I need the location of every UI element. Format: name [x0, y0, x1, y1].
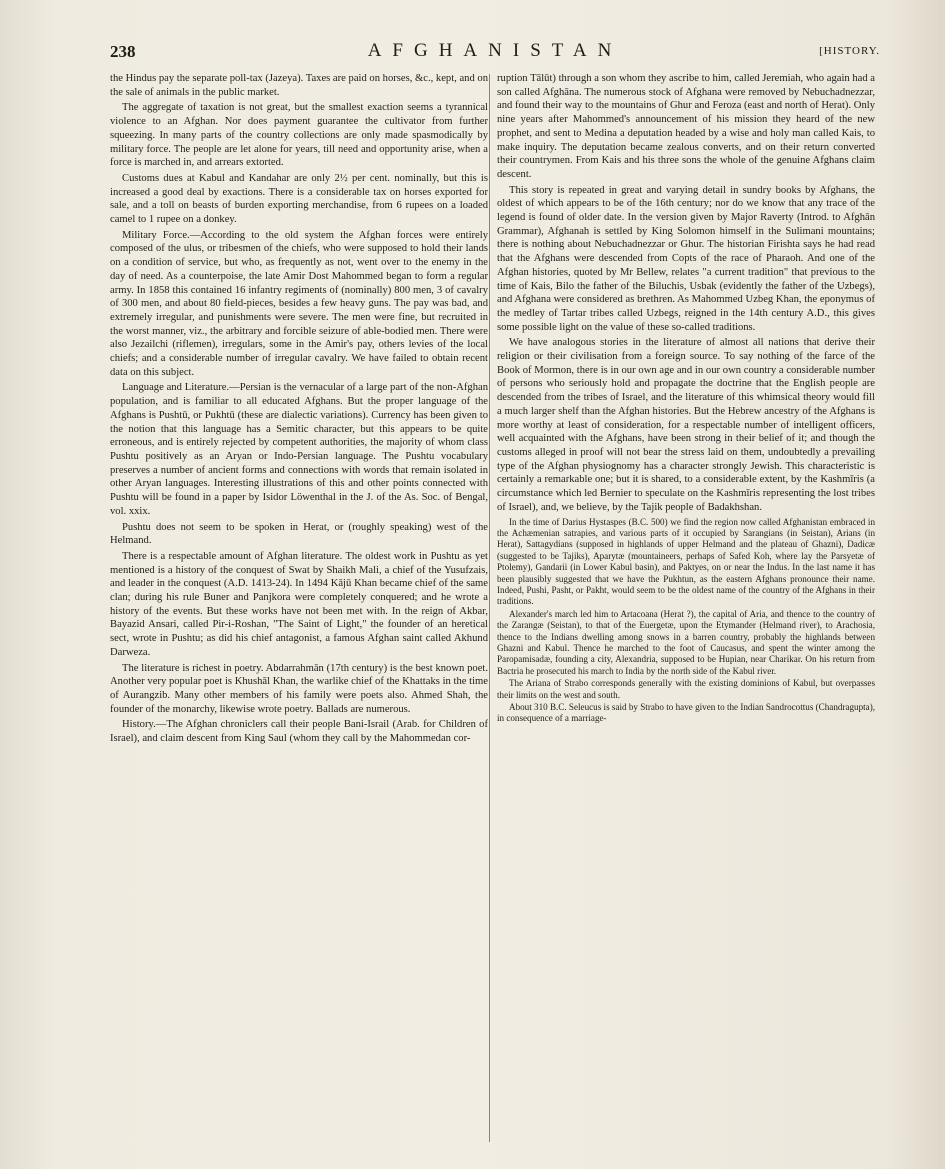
- column-divider: [489, 74, 490, 1142]
- right-column: [497, 72, 875, 726]
- paragraph: Pushtu does not seem to be spoken in Herat, or (roughly speaking) west of the Helmand.: [110, 521, 488, 547]
- paragraph: Military Force.—According to the old system the Afghan forces were entirely composed of the ulus, or tribesmen of the chiefs, who were supposed to hold their lands on a condition of service, but who, as frequently as not, went over to the enemy in the day of need. As a counterpoise, the late Amir Dost Mahommed began to form a regular army. In 1858 this contained 16 infantry regiments of (nominally) 800 men, 3 of cavalry of 300 men, and about 80 field-pieces, besides a few heavy guns. The pay was bad, and extremely irregular, and punishments were severe. The men were fine, but recruited in the worst manner, viz., the arbitrary and forcible seizure of able-bodied men. There were also Jezailchi (riflemen), irregulars, some in the Amir's pay, others levies of the local chiefs; and a considerable number of irregular cavalry. We have failed to obtain recent data on this subject.: [110, 229, 488, 378]
- paragraph: History.—The Afghan chroniclers call their people Bani-Israil (Arab. for Children of Israel), and claim descent from King Saul (whom they call by the Mahommedan cor-: [110, 719, 488, 745]
- small-print-section: [497, 517, 875, 725]
- paragraph: The literature is richest in poetry. Abdarrahmān (17th century) is the best known poet. Another very popular poet is Khushāl Khan, the warlike chief of the Khattaks in the time of Aurangzib. Many other members of his family were poets also. Ahmed Shah, the founder of the monarchy, likewise wrote poetry. Ballads are numerous.: [110, 662, 488, 715]
- paragraph: ruption Tālūt) through a son whom they ascribe to him, called Jeremiah, who again had a son called Afghāna. The numerous stock of Afghana were removed by Nebuchadnezzar, and found their way to the mountains of Ghur and Feroza (east and north of Herat). Only nine years after Mahommed's announcement of his mission they heard of the new prophet, and sent to Medina a deputation headed by a wise and holy man called Kais, to make inquiry. The deputation became zealous converts, and on their return converted their countrymen. From Kais and his three sons the whole of the genuine Afghans claim descent.: [497, 73, 875, 180]
- small-paragraph: Alexander's march led him to Artacoana (Herat ?), the capital of Aria, and thence to the country of the Zarangæ (Seistan), to that of the Euergetæ, upon the Etymander (Helmand river), to Arachosia, thence to the Indians dwelling among snows in a barren country, probably the highlands between Ghazni and Kabul. Thence he marched to the foot of Caucasus, and spent the winter among the Paropamisadæ, founding a city, Alexandria, supposed to be Hupian, near Charikar. On his return from Bactria he prosecuted his march to India by the north side of the Kabul river.: [497, 608, 875, 676]
- running-title: AFGHANISTAN: [367, 40, 623, 61]
- page-header: [110, 40, 880, 66]
- paragraph: This story is repeated in great and varying detail in sundry books by Afghans, the oldest of which appears to be of the 16th century; nor do we know that any trace of the legend is found of older date. In the version given by Major Raverty (Introd. to Afghān Grammar), Afghanah is settled by King Solomon himself in the Sulimani mountains; there is nothing about Nebuchadnezzar or Ghur. The historian Firishta says he had read that the Afghans were descended from Copts of the race of Pharaoh. And one of the Afghan histories, quoted by Mr Bellew, relates "a current tradition" that previous to the time of Kais, Bilo the father of the Biluchis, Usbak (evidently the father of the Uzbegs), and Afghana were considered as brethren. As Mahommed Uzbeg Khan, the eponymus of the medley of Tartar tribes called Uzbegs, reigned in the 14th century A.D., this gives some possible light on the value of these so-called traditions.: [497, 184, 875, 333]
- section-tag: [HISTORY.: [819, 45, 880, 57]
- paragraph: Customs dues at Kabul and Kandahar are only 2½ per cent. nominally, but this is increased a good deal by exactions. There is a considerable tax on horses exported for sale, and a toll on beasts of burden exporting merchandise, from 6 rupees on a loaded camel to 1 rupee on a donkey.: [110, 172, 488, 226]
- paragraph: We have analogous stories in the literature of almost all nations that derive their religion or their civilisation from a foreign source. To say nothing of the farce of the Book of Mormon, there is in our own age and in our own country a considerable number of persons who seriously hold and propagate the doctrine that the English people are descended from the tribes of Israel, and the literature of this whimsical theory would fill a much larger shelf than the Afghan histories. But the Hebrew ancestry of the Afghans is more worthy at least of consideration, for a respectable number of intelligent officers, well acquainted with the Afghans, have been strong in their belief of it; and though the customs alleged in proof will not bear the stress laid on them, undoubtedly a prevailing type of the Afghan physiognomy has a character strongly Jewish. This characteristic is certainly a remarkable one; but it is shared, to a considerable extent, by the Kashmīris (a circumstance which led Bernier to speculate on the Kashmīris representing the lost tribes of Israel), and, we believe, by the Tajik people of Badakhshan.: [497, 337, 875, 513]
- paragraph: There is a respectable amount of Afghan literature. The oldest work in Pushtu as yet mentioned is a history of the conquest of Swat by Shaikh Mali, a chief of the Yusufzais, and leader in the conquest (A.D. 1413-24). In 1494 Kājū Khan became chief of the same clan; during his rule Buner and Panjkora were completely conquered; and he wrote a history of the events. But these works have not been met with. In the reign of Akbar, Bayazid Ansari, called Pir-i-Roshan, "The Saint of Light," the founder of an heretical sect, wrote in Pushtu; as did his chief antagonist, a famous Afghan saint called Akhund Darweza.: [110, 550, 488, 658]
- small-paragraph: The Ariana of Strabo corresponds generally with the existing dominions of Kabul, but overpasses their limits on the west and south.: [497, 678, 875, 700]
- small-paragraph: In the time of Darius Hystaspes (B.C. 500) we find the region now called Afghanistan embraced in the Achæmenian satrapies, and various parts of it occupied by Sarangians (in Seistan), Arians (in Herat), Sattagydians (supposed in highlands of upper Helmand and the plateau of Ghazni), Dadicæ (suggested to be Tajiks), Aparytæ (mountaineers, perhaps of Safed Koh, where lay the Parsyetæ of Ptolemy), Gandarii (in Lower Kabul basin), and Paktyes, on or near the Indus. In the last name it has been plausibly suggested that we have the Pukhtun, as the eastern Afghans pronounce their name. Indeed, Pushi, Pasht, or Pakht, would seem to be the oldest name of the country of the Afghans in their traditions.: [497, 516, 875, 607]
- paragraph: Language and Literature.—Persian is the vernacular of a large part of the non-Afghan population, and is familiar to all educated Afghans. But the proper language of the Afghans is Pushtū, or Pukhtū (these are dialectic variations). Currency has been given to the notion that this language has a Semitic character, but this appears to be quite erroneous, and is entirely rejected by competent authorities, the majority of whom class Pushtu positively as an Aryan or Indo-Persian language. The Pushtu vocabulary preserves a number of ancient forms and connections with words that remain isolated in other Aryan languages. Interesting illustrations of this and other points connected with Pushtu will be found in a paper by Isidor Löwenthal in the J. of the As. Soc. of Bengal, vol. xxix.: [110, 382, 488, 517]
- left-column: [110, 72, 488, 748]
- page-number: 238: [110, 42, 136, 61]
- small-paragraph: About 310 B.C. Seleucus is said by Strabo to have given to the Indian Sandrocottus (Chandragupta), in consequence of a marriage-: [497, 702, 875, 724]
- paragraph: The aggregate of taxation is not great, but the smallest exaction seems a tyrannical violence to an Afghan. Nor does payment guarantee the cultivator from further squeezing. In many parts of the country collections are only made spasmodically by military force. The people are let alone for years, till need and opportunity arise, when a force is marched in, and arrears extorted.: [110, 102, 488, 169]
- paragraph: the Hindus pay the separate poll-tax (Jazeya). Taxes are paid on horses, &c., kept, and on the sale of animals in the public market.: [110, 73, 488, 98]
